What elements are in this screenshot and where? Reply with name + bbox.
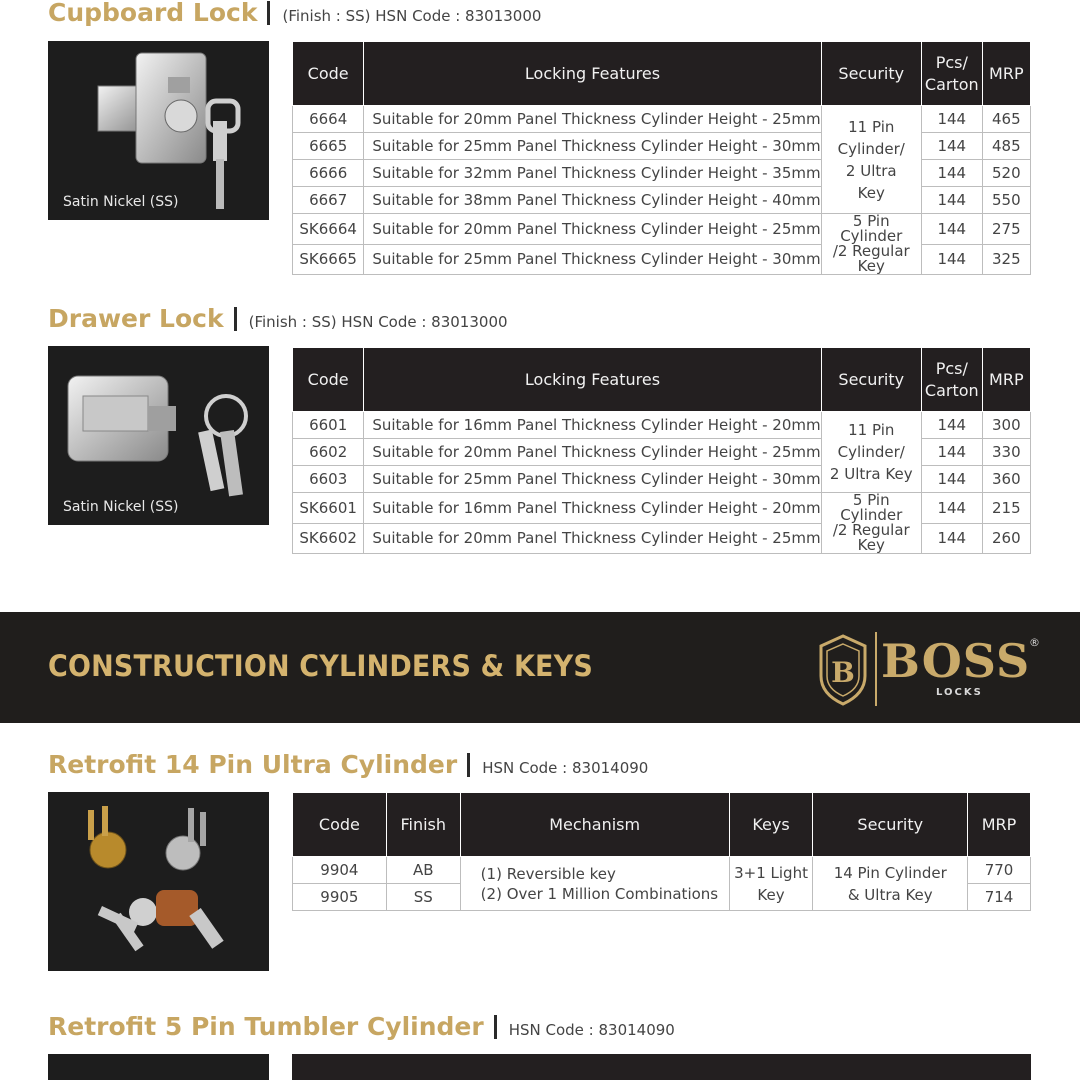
mrp-cell: 465	[982, 106, 1030, 133]
keys-line: Key	[757, 885, 785, 904]
mrp-cell: 330	[982, 439, 1030, 466]
keys-line: 3+1 Light	[734, 863, 808, 882]
title-divider	[267, 1, 270, 25]
col-mrp: MRP	[968, 793, 1031, 857]
table-row	[293, 493, 1031, 524]
col-security: Security	[821, 348, 921, 412]
shield-icon	[815, 632, 871, 708]
cylinder-keys-image	[48, 792, 269, 971]
col-mechanism: Mechanism	[460, 793, 729, 857]
pcs-cell: 144	[921, 439, 982, 466]
cupboard-photo-caption: Satin Nickel (SS)	[63, 194, 179, 210]
security-cell	[821, 214, 921, 275]
features-cell: Suitable for 32mm Panel Thickness Cylinder Height - 35mm	[364, 160, 821, 187]
security-line: Key	[857, 183, 885, 202]
mrp-cell: 550	[982, 187, 1030, 214]
pcs-line1: Pcs/	[935, 52, 968, 72]
title-divider	[234, 307, 237, 331]
features-cell: Suitable for 20mm Panel Thickness Cylinder Height - 25mm	[364, 214, 821, 245]
col-mrp: MRP	[982, 42, 1030, 106]
code-cell: 6665	[293, 133, 364, 160]
retrofit5-heading	[48, 1012, 675, 1041]
logo-wordmark: BOSS	[881, 634, 1031, 688]
table-row	[293, 106, 1031, 133]
security-line: 5 Pin Cylinder	[840, 212, 903, 245]
mrp-cell: 770	[968, 857, 1031, 884]
finish-cell: AB	[386, 857, 460, 884]
features-cell: Suitable for 16mm Panel Thickness Cylinder Height - 20mm	[364, 412, 821, 439]
mrp-cell: 275	[982, 214, 1030, 245]
retrofit14-meta: HSN Code : 83014090	[482, 759, 649, 777]
pcs-cell: 144	[921, 133, 982, 160]
svg-text:B: B	[831, 656, 855, 689]
col-code: Code	[293, 42, 364, 106]
logo-subtitle: LOCKS	[936, 687, 983, 698]
retrofit14-photo	[48, 792, 269, 971]
mrp-cell: 300	[982, 412, 1030, 439]
pcs-line2: Carton	[924, 74, 979, 94]
security-cell	[813, 857, 968, 911]
features-cell: Suitable for 20mm Panel Thickness Cylinder Height - 25mm	[364, 523, 821, 554]
code-cell: 6666	[293, 160, 364, 187]
table-row	[293, 857, 1031, 884]
cupboard-lock-meta: (Finish : SS) HSN Code : 83013000	[282, 7, 542, 25]
security-line: 14 Pin Cylinder	[833, 863, 947, 882]
title-divider	[467, 753, 470, 777]
code-cell: 6601	[293, 412, 364, 439]
code-cell: SK6665	[293, 244, 364, 275]
retrofit5-title: Retrofit 5 Pin Tumbler Cylinder	[48, 1012, 484, 1041]
col-code: Code	[293, 793, 387, 857]
col-finish: Finish	[386, 793, 460, 857]
mrp-cell: 215	[982, 493, 1030, 524]
mrp-cell: 520	[982, 160, 1030, 187]
retrofit5-photo	[48, 1054, 269, 1080]
col-security: Security	[821, 42, 921, 106]
security-cell	[821, 493, 921, 554]
features-cell: Suitable for 20mm Panel Thickness Cylinder Height - 25mm	[364, 439, 821, 466]
finish-cell: SS	[386, 884, 460, 911]
section-banner	[0, 612, 1080, 723]
col-features: Locking Features	[364, 42, 821, 106]
col-security: Security	[813, 793, 968, 857]
cupboard-lock-photo	[48, 41, 269, 220]
features-cell: Suitable for 25mm Panel Thickness Cylinder Height - 30mm	[364, 466, 821, 493]
security-line: 5 Pin Cylinder	[840, 491, 903, 524]
col-code: Code	[293, 348, 364, 412]
drawer-lock-meta: (Finish : SS) HSN Code : 83013000	[248, 313, 508, 331]
code-cell: SK6602	[293, 523, 364, 554]
security-line: /2 Regular	[832, 521, 910, 539]
drawer-lock-table	[292, 347, 1031, 554]
pcs-cell: 144	[921, 244, 982, 275]
features-cell: Suitable for 38mm Panel Thickness Cylinder Height - 40mm	[364, 187, 821, 214]
pcs-cell: 144	[921, 493, 982, 524]
code-cell: 6602	[293, 439, 364, 466]
cupboard-lock-title: Cupboard Lock	[48, 0, 258, 27]
pcs-cell: 144	[921, 160, 982, 187]
drawer-lock-heading	[48, 304, 508, 333]
pcs-line1: Pcs/	[935, 358, 968, 378]
retrofit14-heading	[48, 750, 648, 779]
security-line: Key	[857, 536, 885, 554]
mechanism-line: (1) Reversible key	[480, 864, 616, 883]
security-cell	[821, 412, 921, 493]
security-line: 11 Pin	[848, 421, 895, 439]
features-cell: Suitable for 20mm Panel Thickness Cylinder Height - 25mm	[364, 106, 821, 133]
retrofit5-table-header	[292, 1054, 1031, 1080]
retrofit14-title: Retrofit 14 Pin Ultra Cylinder	[48, 750, 458, 779]
mrp-cell: 485	[982, 133, 1030, 160]
security-cell	[821, 106, 921, 214]
code-cell: 6603	[293, 466, 364, 493]
col-pcs	[921, 42, 982, 106]
security-line: /2 Regular	[832, 242, 910, 260]
pcs-line2: Carton	[924, 380, 979, 400]
keys-cell	[729, 857, 813, 911]
code-cell: 9905	[293, 884, 387, 911]
retrofit5-meta: HSN Code : 83014090	[508, 1021, 675, 1039]
col-features: Locking Features	[364, 348, 821, 412]
pcs-cell: 144	[921, 466, 982, 493]
col-keys: Keys	[729, 793, 813, 857]
retrofit14-table	[292, 792, 1031, 911]
security-line: 11 Pin	[848, 117, 895, 136]
security-line: 2 Ultra	[845, 161, 897, 180]
security-line: Cylinder/	[837, 139, 905, 158]
code-cell: 6664	[293, 106, 364, 133]
mrp-cell: 325	[982, 244, 1030, 275]
table-row	[293, 412, 1031, 439]
code-cell: SK6664	[293, 214, 364, 245]
title-divider	[494, 1015, 497, 1039]
security-line: 2 Ultra Key	[829, 465, 913, 483]
pcs-cell: 144	[921, 187, 982, 214]
pcs-cell: 144	[921, 106, 982, 133]
code-cell: 9904	[293, 857, 387, 884]
security-line: & Ultra Key	[847, 885, 933, 904]
drawer-lock-title: Drawer Lock	[48, 304, 224, 333]
col-mrp: MRP	[982, 348, 1030, 412]
banner-title: CONSTRUCTION CYLINDERS & KEYS	[48, 649, 593, 683]
registered-mark: ®	[1029, 636, 1040, 649]
mrp-cell: 714	[968, 884, 1031, 911]
security-line: Key	[857, 257, 885, 275]
pcs-cell: 144	[921, 214, 982, 245]
drawer-lock-photo	[48, 346, 269, 525]
security-line: Cylinder/	[837, 443, 905, 461]
drawer-photo-caption: Satin Nickel (SS)	[63, 499, 179, 515]
features-cell: Suitable for 25mm Panel Thickness Cylinder Height - 30mm	[364, 133, 821, 160]
logo-divider	[875, 632, 877, 706]
table-row	[293, 214, 1031, 245]
features-cell: Suitable for 25mm Panel Thickness Cylinder Height - 30mm	[364, 244, 821, 275]
code-cell: 6667	[293, 187, 364, 214]
mechanism-cell	[460, 857, 729, 911]
pcs-cell: 144	[921, 412, 982, 439]
features-cell: Suitable for 16mm Panel Thickness Cylinder Height - 20mm	[364, 493, 821, 524]
cupboard-lock-table	[292, 41, 1031, 275]
cupboard-lock-heading	[48, 0, 541, 27]
mechanism-line: (2) Over 1 Million Combinations	[480, 884, 719, 903]
col-pcs	[921, 348, 982, 412]
boss-logo	[815, 630, 1045, 710]
pcs-cell: 144	[921, 523, 982, 554]
mrp-cell: 260	[982, 523, 1030, 554]
code-cell: SK6601	[293, 493, 364, 524]
mrp-cell: 360	[982, 466, 1030, 493]
